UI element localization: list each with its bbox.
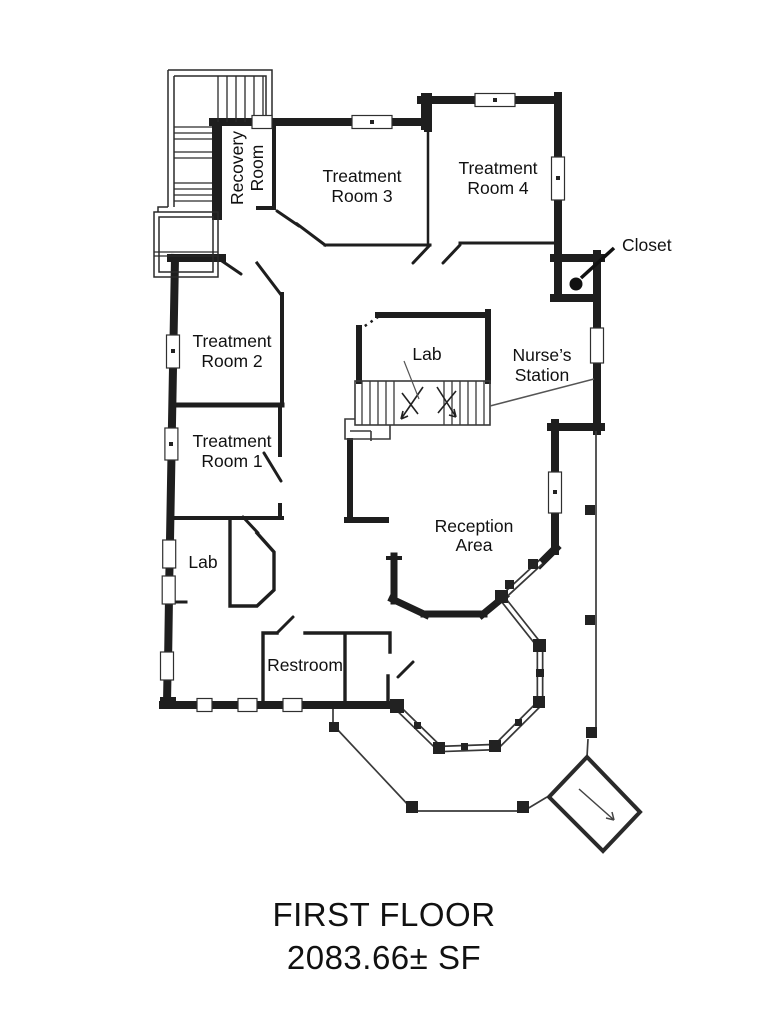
room-label-nurses-line2: Station bbox=[514, 365, 570, 385]
room-label-treatment2-line2: Room 2 bbox=[201, 351, 263, 371]
room-label-reception-line2: Area bbox=[455, 535, 493, 555]
room-label-treatment2-line1: Treatment bbox=[192, 331, 272, 351]
room-label-recovery-line2: Room bbox=[247, 144, 267, 192]
central-staircase bbox=[345, 317, 490, 441]
room-label-nurses-line1: Nurse’s bbox=[512, 345, 572, 365]
room-label-treatment3-line2: Room 3 bbox=[331, 186, 393, 206]
wall-corner bbox=[160, 697, 176, 709]
room-label-reception-line1: Reception bbox=[434, 516, 514, 536]
room-label-treatment4-line1: Treatment bbox=[458, 158, 538, 178]
room-label-recovery-line1: Recovery bbox=[227, 131, 247, 205]
plan-footer bbox=[272, 896, 495, 976]
stair-direction-arrows bbox=[401, 387, 456, 419]
room-label-treatment3-line1: Treatment bbox=[322, 166, 402, 186]
reception-bay-walls bbox=[388, 556, 505, 615]
room-label-treatment1-line2: Room 1 bbox=[201, 451, 263, 471]
entry-steps bbox=[549, 757, 640, 851]
plan-title: FIRST FLOOR bbox=[272, 896, 496, 933]
closet-marker-dot bbox=[570, 278, 583, 291]
room-label-lab-west: Lab bbox=[188, 552, 218, 572]
room-label-treatment4-line2: Room 4 bbox=[467, 178, 529, 198]
room-label-closet: Closet bbox=[622, 235, 672, 255]
lab-callout-line bbox=[404, 361, 419, 399]
plan-area: 2083.66± SF bbox=[286, 939, 482, 976]
room-label-treatment1-line1: Treatment bbox=[192, 431, 272, 451]
room-label-lab-center: Lab bbox=[412, 344, 442, 364]
stair-landing bbox=[154, 212, 218, 277]
room-label-restroom: Restroom bbox=[267, 655, 343, 675]
